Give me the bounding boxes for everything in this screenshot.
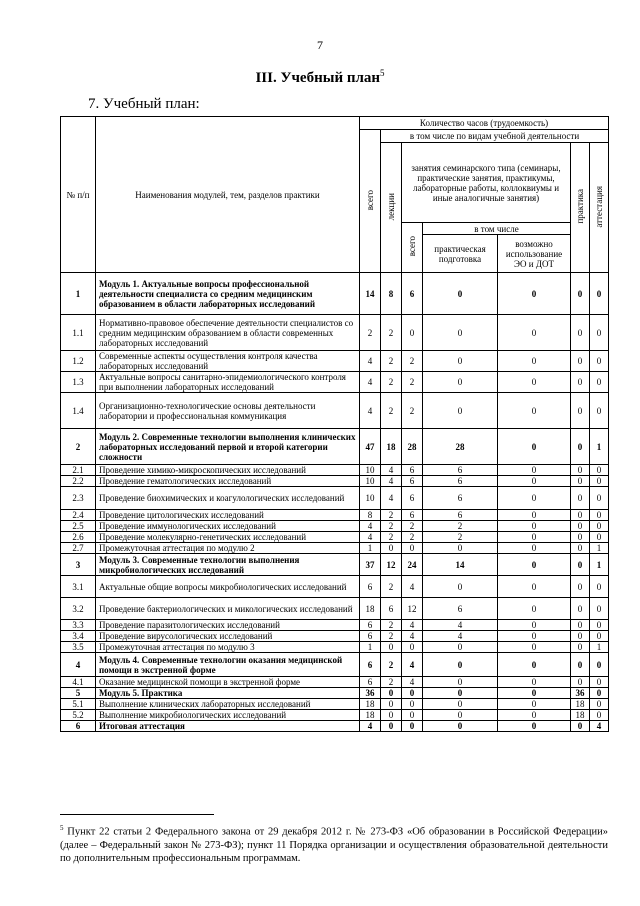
footnote-number: 5 — [60, 824, 64, 832]
cell-lec: 2 — [381, 510, 402, 521]
cell-pr: 0 — [571, 532, 590, 543]
cell-eo: 0 — [498, 393, 571, 429]
footnote — [60, 822, 608, 865]
cell-name: Проведение паразитологических исследований — [96, 620, 360, 631]
cell-total: 37 — [360, 554, 381, 576]
cell-att: 0 — [590, 653, 609, 677]
cell-num: 5.1 — [61, 699, 96, 710]
cell-sem: 6 — [402, 476, 423, 487]
cell-num: 2.7 — [61, 543, 96, 554]
cell-eo: 0 — [498, 465, 571, 476]
cell-pr: 36 — [571, 688, 590, 699]
cell-pp: 0 — [423, 576, 498, 598]
cell-lec: 2 — [381, 521, 402, 532]
cell-pp: 0 — [423, 710, 498, 721]
cell-lec: 2 — [381, 576, 402, 598]
cell-pr: 0 — [571, 476, 590, 487]
cell-lec: 0 — [381, 721, 402, 732]
cell-pr: 0 — [571, 351, 590, 372]
cell-name: Выполнение микробиологических исследований — [96, 710, 360, 721]
cell-total: 4 — [360, 521, 381, 532]
cell-num: 1.3 — [61, 372, 96, 393]
cell-att: 0 — [590, 576, 609, 598]
cell-num: 3.3 — [61, 620, 96, 631]
cell-pr: 0 — [571, 372, 590, 393]
table-row — [61, 598, 609, 620]
table-row — [61, 476, 609, 487]
cell-att: 0 — [590, 315, 609, 351]
cell-pr: 0 — [571, 465, 590, 476]
cell-pp: 6 — [423, 487, 498, 510]
cell-eo: 0 — [498, 598, 571, 620]
cell-lec: 0 — [381, 699, 402, 710]
header-practical-training: практическая подготовка — [423, 235, 498, 273]
cell-num: 3.2 — [61, 598, 96, 620]
cell-att: 0 — [590, 677, 609, 688]
cell-sem: 0 — [402, 543, 423, 554]
cell-att: 0 — [590, 510, 609, 521]
cell-eo: 0 — [498, 677, 571, 688]
cell-num: 4 — [61, 653, 96, 677]
cell-att: 0 — [590, 465, 609, 476]
cell-total: 18 — [360, 598, 381, 620]
cell-num: 3.4 — [61, 631, 96, 642]
cell-lec: 2 — [381, 372, 402, 393]
table-row — [61, 653, 609, 677]
cell-pr: 0 — [571, 642, 590, 653]
table-row — [61, 710, 609, 721]
cell-sem: 4 — [402, 631, 423, 642]
cell-name: Итоговая аттестация — [96, 721, 360, 732]
cell-total: 10 — [360, 465, 381, 476]
cell-eo: 0 — [498, 543, 571, 554]
cell-num: 2.2 — [61, 476, 96, 487]
cell-num: 2.5 — [61, 521, 96, 532]
table-row — [61, 677, 609, 688]
cell-sem: 0 — [402, 688, 423, 699]
cell-lec: 2 — [381, 620, 402, 631]
cell-pr: 0 — [571, 521, 590, 532]
table-row — [61, 429, 609, 465]
cell-pr: 0 — [571, 721, 590, 732]
subsection-title: 7. Учебный план: — [88, 96, 200, 112]
cell-pr: 0 — [571, 543, 590, 554]
cell-num: 3.5 — [61, 642, 96, 653]
table-row — [61, 576, 609, 598]
cell-name: Выполнение клинических лабораторных исследований — [96, 699, 360, 710]
header-num: № п/п — [61, 117, 96, 273]
cell-eo: 0 — [498, 315, 571, 351]
cell-eo: 0 — [498, 631, 571, 642]
cell-att: 0 — [590, 688, 609, 699]
cell-num: 1.2 — [61, 351, 96, 372]
cell-lec: 2 — [381, 653, 402, 677]
cell-num: 5.2 — [61, 710, 96, 721]
cell-pr: 0 — [571, 429, 590, 465]
cell-lec: 2 — [381, 677, 402, 688]
cell-pp: 0 — [423, 543, 498, 554]
cell-pr: 0 — [571, 315, 590, 351]
cell-name: Актуальные общие вопросы микробиологических исследований — [96, 576, 360, 598]
cell-lec: 0 — [381, 688, 402, 699]
cell-att: 0 — [590, 699, 609, 710]
table-row — [61, 465, 609, 476]
cell-lec: 2 — [381, 532, 402, 543]
cell-att: 1 — [590, 429, 609, 465]
cell-num: 2.6 — [61, 532, 96, 543]
header-name: Наименования модулей, тем, разделов практики — [96, 117, 360, 273]
cell-num: 4.1 — [61, 677, 96, 688]
cell-pp: 2 — [423, 532, 498, 543]
cell-eo: 0 — [498, 521, 571, 532]
section-heading — [0, 68, 640, 87]
cell-lec: 0 — [381, 642, 402, 653]
cell-name: Проведение бактериологических и микологических исследований — [96, 598, 360, 620]
curriculum-table — [60, 116, 609, 732]
table-row — [61, 721, 609, 732]
cell-num: 1 — [61, 273, 96, 315]
cell-lec: 2 — [381, 631, 402, 642]
cell-num: 3.1 — [61, 576, 96, 598]
cell-total: 4 — [360, 351, 381, 372]
cell-name: Проведение цитологических исследований — [96, 510, 360, 521]
cell-att: 1 — [590, 543, 609, 554]
cell-eo: 0 — [498, 554, 571, 576]
cell-pp: 0 — [423, 393, 498, 429]
table-row — [61, 688, 609, 699]
cell-sem: 0 — [402, 315, 423, 351]
cell-total: 18 — [360, 699, 381, 710]
cell-pr: 0 — [571, 631, 590, 642]
cell-pr: 18 — [571, 710, 590, 721]
cell-lec: 4 — [381, 476, 402, 487]
cell-eo: 0 — [498, 429, 571, 465]
cell-total: 6 — [360, 576, 381, 598]
cell-num: 3 — [61, 554, 96, 576]
footnote-ref: 5 — [380, 68, 385, 78]
cell-pr: 0 — [571, 510, 590, 521]
cell-eo: 0 — [498, 642, 571, 653]
cell-total: 6 — [360, 631, 381, 642]
cell-pp: 6 — [423, 510, 498, 521]
cell-sem: 2 — [402, 532, 423, 543]
cell-name: Оказание медицинской помощи в экстренной форме — [96, 677, 360, 688]
cell-total: 36 — [360, 688, 381, 699]
cell-att: 0 — [590, 351, 609, 372]
cell-sem: 28 — [402, 429, 423, 465]
page-number: 7 — [317, 38, 323, 52]
cell-pp: 28 — [423, 429, 498, 465]
cell-num: 2.4 — [61, 510, 96, 521]
table-row — [61, 631, 609, 642]
footnote-divider — [60, 814, 214, 815]
cell-num: 2.1 — [61, 465, 96, 476]
cell-sem: 0 — [402, 642, 423, 653]
cell-num: 5 — [61, 688, 96, 699]
cell-pp: 14 — [423, 554, 498, 576]
cell-name: Проведение биохимических и коагулологических исследований — [96, 487, 360, 510]
cell-pr: 0 — [571, 677, 590, 688]
cell-lec: 18 — [381, 429, 402, 465]
cell-total: 1 — [360, 543, 381, 554]
cell-num: 6 — [61, 721, 96, 732]
header-lectures: лекции — [381, 143, 402, 273]
table-row — [61, 543, 609, 554]
cell-att: 0 — [590, 532, 609, 543]
cell-sem: 12 — [402, 598, 423, 620]
cell-name: Современные аспекты осуществления контроля качества лабораторных исследований — [96, 351, 360, 372]
cell-num: 2.3 — [61, 487, 96, 510]
cell-total: 1 — [360, 642, 381, 653]
table-row — [61, 521, 609, 532]
cell-att: 1 — [590, 554, 609, 576]
cell-total: 18 — [360, 710, 381, 721]
cell-sem: 4 — [402, 620, 423, 631]
cell-pp: 4 — [423, 631, 498, 642]
cell-name: Промежуточная аттестация по модулю 2 — [96, 543, 360, 554]
cell-lec: 6 — [381, 598, 402, 620]
table-row — [61, 351, 609, 372]
header-attestation: аттестация — [590, 143, 609, 273]
cell-pr: 0 — [571, 598, 590, 620]
cell-pp: 0 — [423, 351, 498, 372]
cell-lec: 2 — [381, 351, 402, 372]
table-row — [61, 315, 609, 351]
cell-total: 4 — [360, 721, 381, 732]
cell-name: Нормативно-правовое обеспечение деятельности специалистов со средним медицинским образованием в области современных лабораторных исследований — [96, 315, 360, 351]
cell-name: Модуль 4. Современные технологии оказания медицинской помощи в экстренной форме — [96, 653, 360, 677]
cell-lec: 2 — [381, 393, 402, 429]
header-practice: практика — [571, 143, 590, 273]
header-including: в том числе — [423, 223, 571, 235]
cell-lec: 2 — [381, 315, 402, 351]
header-by-type: в том числе по видам учебной деятельности — [381, 130, 609, 143]
cell-pp: 0 — [423, 699, 498, 710]
cell-lec: 4 — [381, 465, 402, 476]
cell-pp: 2 — [423, 521, 498, 532]
cell-total: 14 — [360, 273, 381, 315]
cell-total: 10 — [360, 487, 381, 510]
cell-att: 0 — [590, 487, 609, 510]
cell-name: Проведение иммунологических исследований — [96, 521, 360, 532]
cell-pr: 0 — [571, 487, 590, 510]
cell-eo: 0 — [498, 688, 571, 699]
cell-eo: 0 — [498, 620, 571, 631]
cell-sem: 2 — [402, 521, 423, 532]
cell-total: 2 — [360, 315, 381, 351]
cell-sem: 6 — [402, 273, 423, 315]
cell-eo: 0 — [498, 710, 571, 721]
cell-sem: 0 — [402, 721, 423, 732]
cell-eo: 0 — [498, 721, 571, 732]
cell-num: 1.1 — [61, 315, 96, 351]
cell-total: 4 — [360, 372, 381, 393]
table-row — [61, 393, 609, 429]
cell-pp: 0 — [423, 315, 498, 351]
table-row — [61, 699, 609, 710]
cell-name: Модуль 2. Современные технологии выполнения клинических лабораторных исследований первой и второй категории сложности — [96, 429, 360, 465]
cell-pr: 0 — [571, 576, 590, 598]
cell-att: 0 — [590, 631, 609, 642]
cell-pr: 0 — [571, 653, 590, 677]
cell-name: Проведение молекулярно-генетических исследований — [96, 532, 360, 543]
cell-total: 8 — [360, 510, 381, 521]
table-row — [61, 487, 609, 510]
header-seminar: занятия семинарского типа (семинары, практические занятия, практикумы, лабораторные работы, коллоквиумы и иные аналогичные занятия) — [402, 143, 571, 223]
section-heading-text: III. Учебный план — [255, 70, 381, 86]
cell-eo: 0 — [498, 532, 571, 543]
cell-pp: 0 — [423, 677, 498, 688]
cell-num: 1.4 — [61, 393, 96, 429]
cell-sem: 2 — [402, 372, 423, 393]
cell-total: 4 — [360, 532, 381, 543]
cell-pp: 0 — [423, 721, 498, 732]
cell-sem: 2 — [402, 351, 423, 372]
cell-total: 6 — [360, 653, 381, 677]
cell-total: 4 — [360, 393, 381, 429]
cell-name: Проведение химико-микроскопических исследований — [96, 465, 360, 476]
cell-lec: 0 — [381, 710, 402, 721]
cell-sem: 4 — [402, 576, 423, 598]
table-row — [61, 273, 609, 315]
cell-name: Модуль 5. Практика — [96, 688, 360, 699]
cell-pr: 0 — [571, 620, 590, 631]
cell-att: 0 — [590, 393, 609, 429]
cell-name: Актуальные вопросы санитарно-эпидемиологического контроля при выполнении лабораторных исследований — [96, 372, 360, 393]
cell-lec: 4 — [381, 487, 402, 510]
cell-name: Модуль 1. Актуальные вопросы профессиональной деятельности специалиста со средним медицинским образованием в области лабораторных исследований — [96, 273, 360, 315]
cell-pr: 0 — [571, 393, 590, 429]
cell-att: 0 — [590, 598, 609, 620]
cell-pp: 6 — [423, 598, 498, 620]
table-row — [61, 620, 609, 631]
cell-eo: 0 — [498, 699, 571, 710]
cell-lec: 0 — [381, 543, 402, 554]
cell-lec: 8 — [381, 273, 402, 315]
cell-eo: 0 — [498, 487, 571, 510]
header-seminar-total: всего — [402, 223, 423, 273]
cell-pr: 0 — [571, 273, 590, 315]
cell-sem: 2 — [402, 393, 423, 429]
table-row — [61, 554, 609, 576]
cell-pp: 0 — [423, 653, 498, 677]
cell-num: 2 — [61, 429, 96, 465]
cell-att: 0 — [590, 273, 609, 315]
cell-eo: 0 — [498, 576, 571, 598]
cell-total: 47 — [360, 429, 381, 465]
cell-pp: 6 — [423, 465, 498, 476]
cell-pp: 6 — [423, 476, 498, 487]
cell-sem: 0 — [402, 699, 423, 710]
cell-pp: 0 — [423, 642, 498, 653]
header-hours: Количество часов (трудоемкость) — [360, 117, 609, 130]
table-row — [61, 372, 609, 393]
footnote-text: Пункт 22 статьи 2 Федерального закона от 29 декабря 2012 г. № 273-ФЗ «Об образовании в Российской Федерации» (далее – Федеральный закон № 273-ФЗ); пункт 11 Порядка организации и осуществления образовательной деятельности по дополнительным профессиональным программам. — [60, 826, 608, 864]
cell-total: 6 — [360, 620, 381, 631]
cell-eo: 0 — [498, 372, 571, 393]
cell-total: 10 — [360, 476, 381, 487]
cell-att: 0 — [590, 620, 609, 631]
cell-eo: 0 — [498, 273, 571, 315]
cell-eo: 0 — [498, 653, 571, 677]
cell-name: Промежуточная аттестация по модулю 3 — [96, 642, 360, 653]
cell-eo: 0 — [498, 510, 571, 521]
cell-eo: 0 — [498, 476, 571, 487]
cell-name: Модуль 3. Современные технологии выполнения микробиологических исследований — [96, 554, 360, 576]
cell-pp: 4 — [423, 620, 498, 631]
cell-pr: 0 — [571, 554, 590, 576]
cell-sem: 6 — [402, 465, 423, 476]
cell-name: Проведение гематологических исследований — [96, 476, 360, 487]
cell-total: 6 — [360, 677, 381, 688]
cell-pp: 0 — [423, 688, 498, 699]
cell-att: 0 — [590, 372, 609, 393]
cell-sem: 4 — [402, 677, 423, 688]
cell-sem: 6 — [402, 510, 423, 521]
table-row — [61, 532, 609, 543]
cell-sem: 4 — [402, 653, 423, 677]
cell-sem: 24 — [402, 554, 423, 576]
table-row — [61, 510, 609, 521]
cell-name: Проведение вирусологических исследований — [96, 631, 360, 642]
cell-name: Организационно-технологические основы деятельности лаборатории и профессиональная коммуникация — [96, 393, 360, 429]
header-eo-dot: возможно использование ЭО и ДОТ — [498, 235, 571, 273]
cell-pp: 0 — [423, 273, 498, 315]
cell-pp: 0 — [423, 372, 498, 393]
cell-sem: 6 — [402, 487, 423, 510]
cell-att: 0 — [590, 710, 609, 721]
cell-sem: 0 — [402, 710, 423, 721]
cell-pr: 18 — [571, 699, 590, 710]
cell-att: 0 — [590, 476, 609, 487]
cell-att: 0 — [590, 521, 609, 532]
cell-att: 4 — [590, 721, 609, 732]
table-row — [61, 642, 609, 653]
cell-lec: 12 — [381, 554, 402, 576]
cell-eo: 0 — [498, 351, 571, 372]
cell-att: 1 — [590, 642, 609, 653]
header-total: всего — [360, 130, 381, 273]
